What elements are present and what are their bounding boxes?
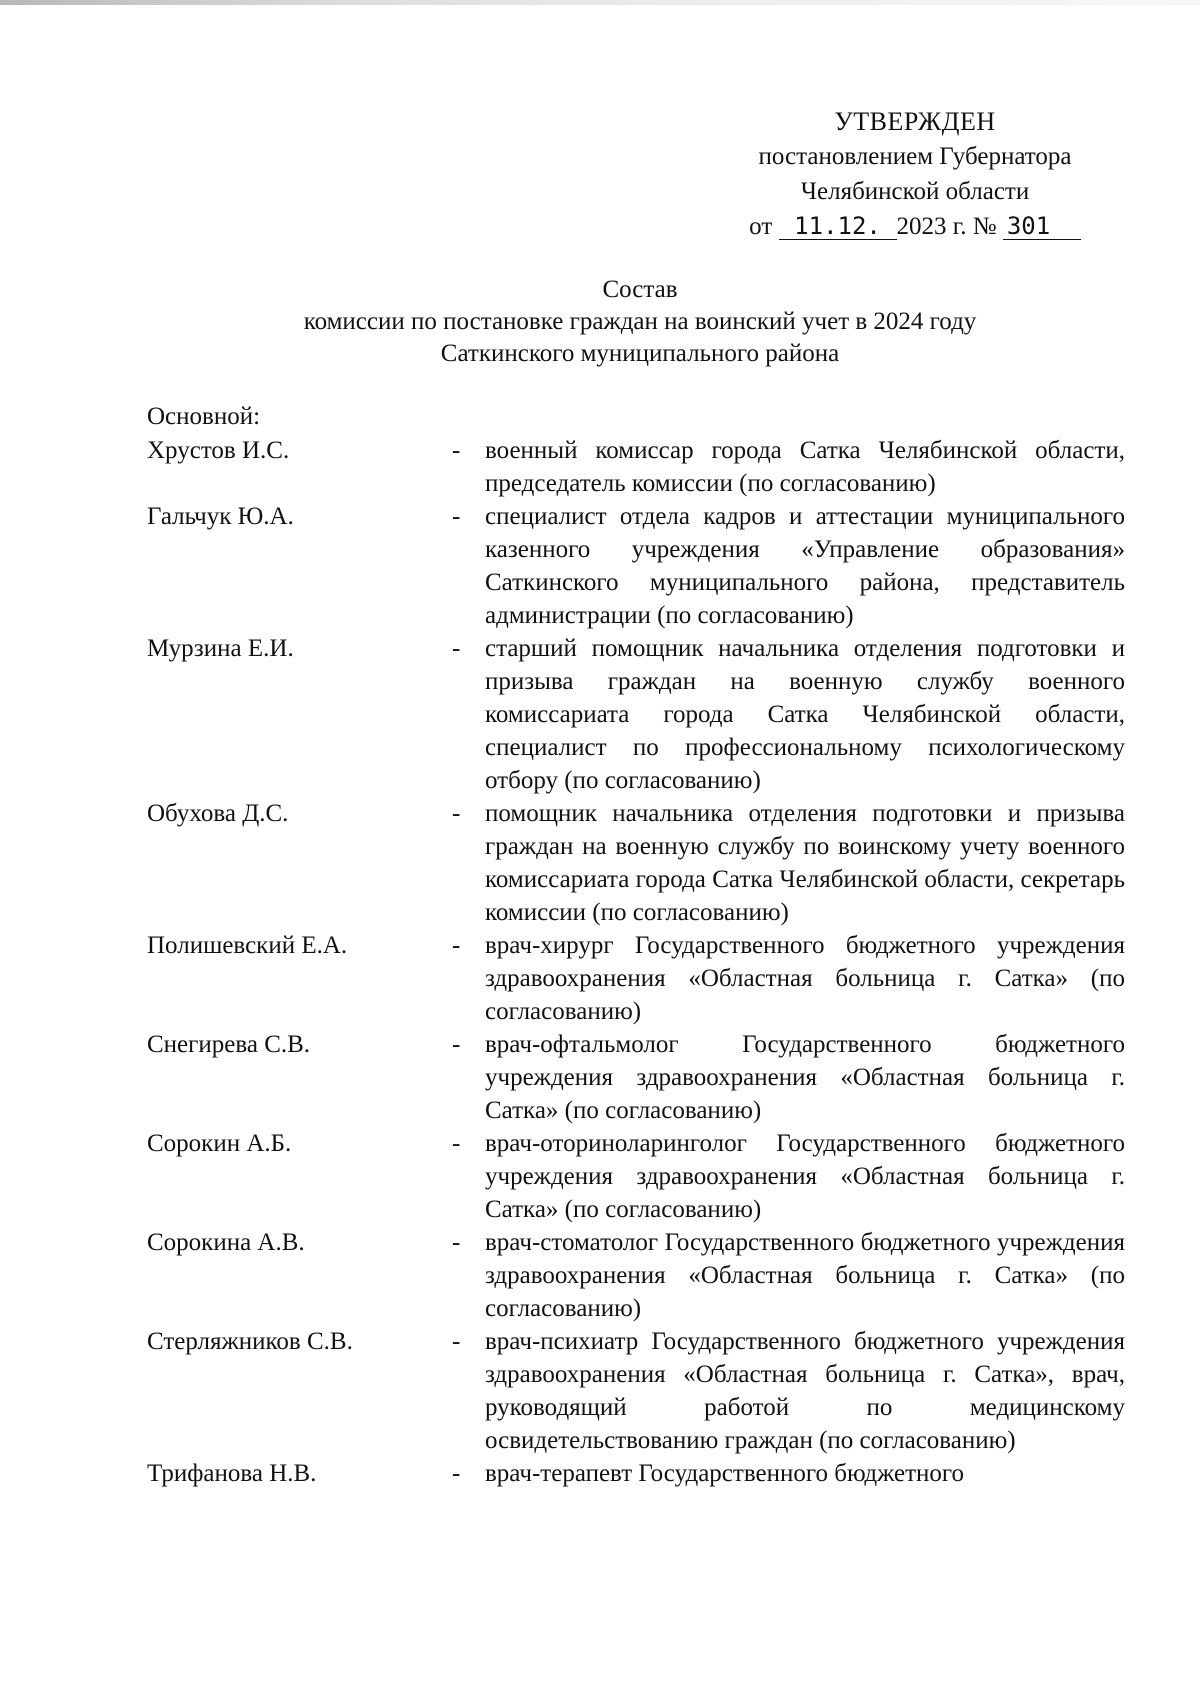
member-dash: -: [452, 635, 461, 662]
member-row: [147, 1028, 1127, 1127]
member-dash: -: [452, 1460, 461, 1487]
member-row: [147, 1325, 1127, 1457]
member-dash: -: [452, 1031, 461, 1058]
member-description: врач-терапевт Государственного бюджетного: [485, 1460, 965, 1487]
member-name: Стерляжников С.В.: [147, 1328, 353, 1355]
member-row: [147, 434, 1127, 500]
member-dash: -: [452, 1229, 461, 1256]
member-name: Полишевский Е.А.: [147, 932, 348, 959]
member-row: [147, 1226, 1127, 1325]
member-row: [147, 929, 1127, 1028]
member-dash: -: [452, 932, 461, 959]
approval-line-region: Челябинской области: [800, 178, 1030, 205]
member-row: [147, 632, 1127, 797]
member-dash: -: [452, 1130, 461, 1157]
member-name: Сорокин А.Б.: [147, 1130, 292, 1157]
member-description: военный комиссар города Сатка Челябинской области, председатель комиссии (по согласованию): [485, 437, 1125, 497]
member-description: врач-оториноларинголог Государственного бюджетного учреждения здравоохранения «Областная больница г. Сатка» (по согласованию): [485, 1130, 1125, 1223]
member-description: специалист отдела кадров и аттестации муниципального казенного учреждения «Управление образования» Саткинского муниципального района, представитель администрации (по согласованию): [485, 503, 1125, 629]
date-year-label: 2023 г. №: [896, 213, 997, 240]
member-name: Трифанова Н.В.: [147, 1460, 317, 1487]
approval-stamp-block: [700, 104, 1130, 244]
title-line-3: Саткинского муниципального района: [440, 340, 840, 367]
title-line-1: Состав: [602, 276, 678, 303]
member-dash: -: [452, 437, 461, 464]
member-dash: -: [452, 503, 461, 530]
member-row: [147, 1457, 1127, 1490]
member-description: врач-офтальмолог Государственного бюджетного учреждения здравоохранения «Областная больница г. Сатка» (по согласованию): [485, 1031, 1125, 1124]
member-dash: -: [452, 1328, 461, 1355]
approval-date-value: 11.12.: [779, 213, 897, 240]
approved-heading: УТВЕРЖДЕН: [834, 107, 996, 136]
member-dash: -: [452, 800, 461, 827]
date-prefix: от: [749, 213, 773, 240]
member-name: Мурзина Е.И.: [147, 635, 294, 662]
approval-number-value: 301: [1003, 213, 1081, 240]
member-description: старший помощник начальника отделения подготовки и призыва граждан на военную службу военного комиссариата города Сатка Челябинской области, специалист по профессиональному психологическому отбору (по согласованию): [485, 635, 1125, 794]
section-label-main: Основной:: [147, 403, 261, 430]
member-row: [147, 797, 1127, 929]
member-description: врач-психиатр Государственного бюджетного учреждения здравоохранения «Областная больница г. Сатка», врач, руководящий работой по медицинскому освидетельствованию граждан (по согласованию): [485, 1328, 1125, 1454]
document-title: [200, 274, 1080, 370]
member-name: Сорокина А.В.: [147, 1229, 305, 1256]
member-description: врач-хирург Государственного бюджетного учреждения здравоохранения «Областная больница г. Сатка» (по согласованию): [485, 932, 1125, 1025]
approval-date-line: [700, 209, 1130, 244]
member-name: Снегирева С.В.: [147, 1031, 311, 1058]
member-name: Гальчук Ю.А.: [147, 503, 294, 530]
approval-line-governor: постановлением Губернатора: [758, 143, 1072, 170]
member-name: Хрустов И.С.: [147, 437, 290, 464]
members-list: [147, 434, 1127, 1490]
member-row: [147, 1127, 1127, 1226]
member-description: врач-стоматолог Государственного бюджетного учреждения здравоохранения «Областная больница г. Сатка» (по согласованию): [485, 1229, 1125, 1322]
member-name: Обухова Д.С.: [147, 800, 289, 827]
member-row: [147, 500, 1127, 632]
title-line-2: комиссии по постановке граждан на воинский учет в 2024 году: [303, 308, 977, 335]
member-description: помощник начальника отделения подготовки и призыва граждан на военную службу по воинскому учету военного комиссариата города Сатка Челябинской области, секретарь комиссии (по согласованию): [485, 800, 1125, 926]
